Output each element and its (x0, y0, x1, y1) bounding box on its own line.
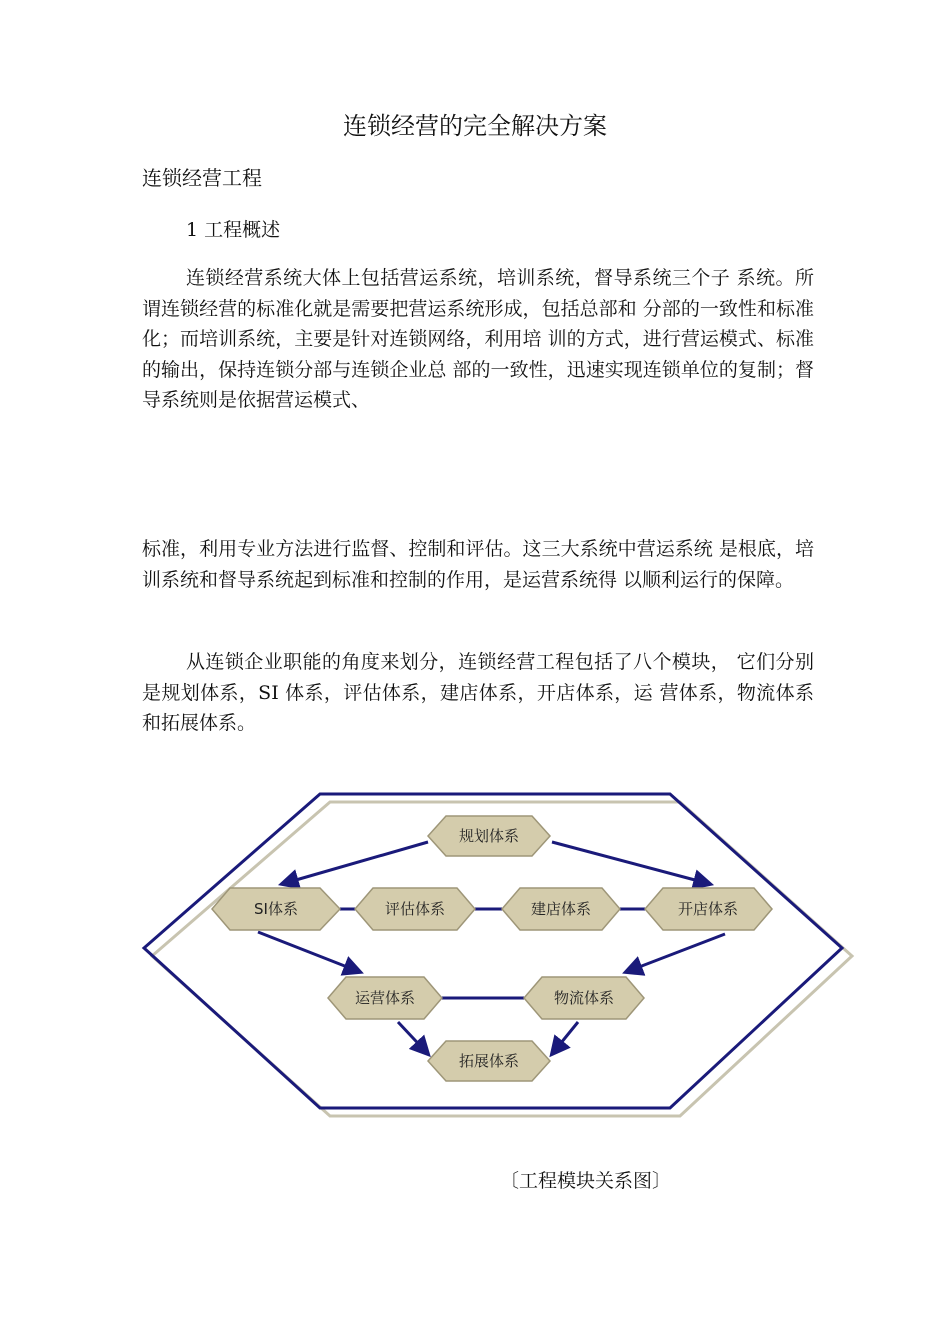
node-operation-label: 运营体系 (354, 989, 416, 1007)
node-si-label: SI体系 (254, 900, 298, 918)
node-store-opening (645, 888, 772, 930)
arrow-planning-opening (552, 842, 710, 884)
paragraph-continuation: 标准，利用专业方法进行监督、控制和评估。这三大系统中营运系统 是根底，培训系统和督导系统起到标准和控制的作用，是运营系统得 以顺利运行的保障。 (142, 538, 814, 591)
arrow-opening-logistics (626, 934, 725, 972)
figure-caption: 〔工程模块关系图〕 (500, 1170, 672, 1192)
paragraph-overview: 连锁经营系统大体上包括营运系统，培训系统，督导系统三个子 系统。所谓连锁经营的标准化就是需要把营运系统形成，包括总部和 分部的一致性和标准化；而培训系统，主要是针对连锁网络，利用培 训的方式，进行营运模式、标准的输出，保持连锁分部与连锁企业总 部的一致性，迅速实现连锁单位的复制；督导系统则是依据营运模式、 (142, 267, 814, 411)
node-store-building (502, 888, 620, 930)
module-relationship-diagram (140, 784, 860, 1124)
diagram-connectors (258, 842, 725, 1054)
node-store-building-label: 建店体系 (530, 900, 592, 918)
node-si (212, 888, 340, 930)
section-heading: 连锁经营工程 (142, 166, 262, 190)
node-evaluation (355, 888, 475, 930)
arrow-planning-si (282, 842, 428, 884)
arrow-si-operation (258, 932, 360, 972)
node-expansion-label: 拓展体系 (458, 1052, 520, 1070)
node-planning (428, 816, 550, 856)
paragraph-modules: 从连锁企业职能的角度来划分，连锁经营工程包括了八个模块， 它们分别是规划体系，SI 体系，评估体系，建店体系，开店体系，运 营体系，物流体系和拓展体系。 (142, 651, 814, 734)
node-logistics-label: 物流体系 (553, 989, 615, 1007)
node-planning-label: 规划体系 (458, 827, 520, 845)
node-operation (328, 977, 442, 1019)
node-evaluation-label: 评估体系 (384, 900, 446, 918)
subsection-heading: 1 工程概述 (186, 219, 281, 241)
node-store-opening-label: 开店体系 (677, 900, 739, 918)
arrow-operation-expansion (398, 1022, 428, 1054)
document-title: 连锁经营的完全解决方案 (343, 112, 607, 140)
node-expansion (428, 1041, 550, 1081)
arrow-logistics-expansion (552, 1022, 578, 1054)
node-logistics (524, 977, 644, 1019)
